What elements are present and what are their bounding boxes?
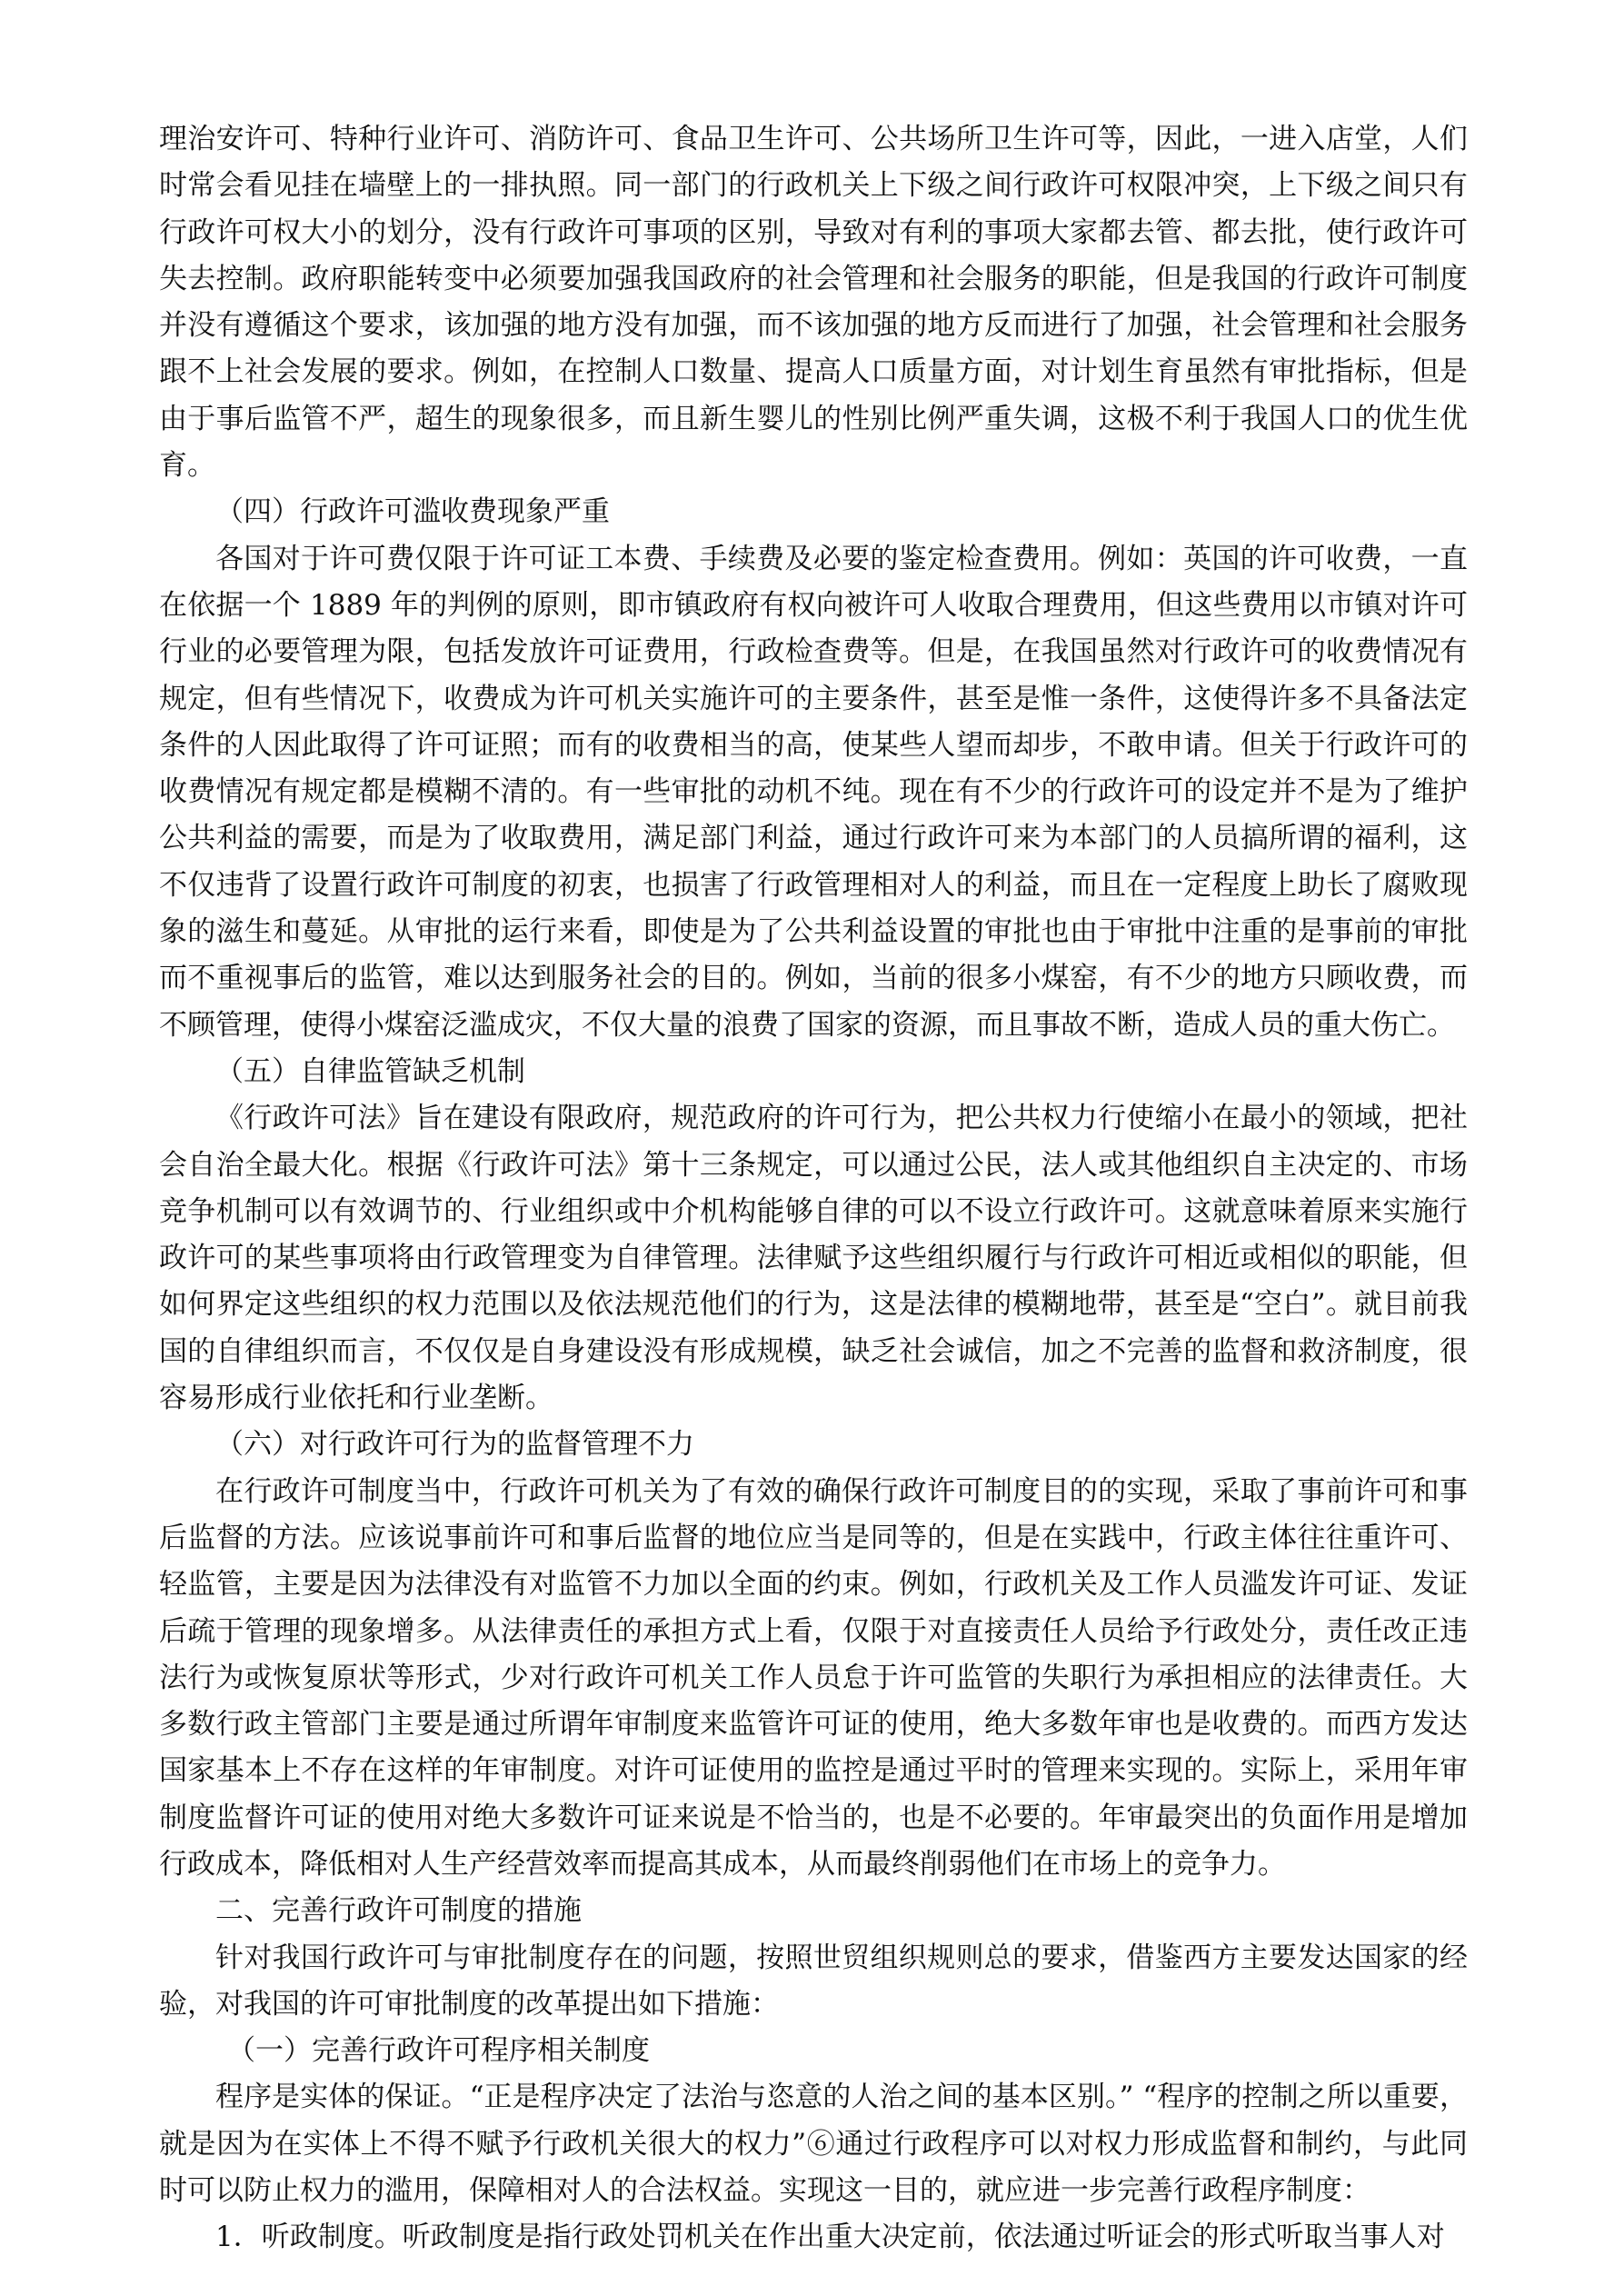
section-heading-5-self-regulation: （五）自律监管缺乏机制: [215, 1054, 525, 1088]
paragraph-supervision: 在行政许可制度当中，行政许可机关为了有效的确保行政许可制度目的的实现，采取了事前许可和事后监督的方法。应该说事前许可和事后监督的地位应当是同等的，但是在实践中，行政主体往往重许可、轻监管，主要是因为法律没有对监管不力加以全面的约束。例如，行政机关及工作人员滥发许可证、发证后疏于管理的现象增多。从法律责任的承担方式上看，仅限于对直接责任人员给予行政处分，责任改正违法行为或恢复原状等形式，少对行政许可机关工作人员怠于许可监管的失职行为承担相应的法律责任。大多数行政主管部门主要是通过所谓年审制度来监管许可证的使用，绝大多数年审也是收费的。而西方发达国家基本上不存在这样的年审制度。对许可证使用的监控是通过平时的管理来实现的。实际上，采用年审制度监督许可证的使用对绝大多数许可证来说是不恰当的，也是不必要的。年审最突出的负面作用是增加行政成本，降低相对人生产经营效率而提高其成本，从而最终削弱他们在市场上的竞争力。: [159, 1474, 1468, 1881]
section-heading-6-supervision: （六）对行政许可行为的监督管理不力: [215, 1428, 694, 1462]
section-heading-4-fee-abuse: （四）行政许可滥收费现象严重: [215, 495, 610, 529]
paragraph-permit-conflicts: 理治安许可、特种行业许可、消防许可、食品卫生许可、公共场所卫生许可等，因此，一进入店堂，人们时常会看见挂在墙壁上的一排执照。同一部门的行政机关上下级之间行政许可权限冲突，上下级之间只有行政许可权大小的划分，没有行政许可事项的区别，导致对有利的事项大家都去管、都去批，使行政许可失去控制。政府职能转变中必须要加强我国政府的社会管理和社会服务的职能，但是我国的行政许可制度并没有遵循这个要求，该加强的地方没有加强，而不该加强的地方反而进行了加强，社会管理和社会服务跟不上社会发展的要求。例如，在控制人口数量、提高人口质量方面，对计划生育虽然有审批指标，但是由于事后监管不严，超生的现象很多，而且新生婴儿的性别比例严重失调，这极不利于我国人口的优生优育。: [159, 123, 1468, 483]
paragraph-fee-abuse: 各国对于许可费仅限于许可证工本费、手续费及必要的鉴定检查费用。例如：英国的许可收费，一直在依据一个 1889 年的判例的原则，即市镇政府有权向被许可人收取合理费用，但这些费用以市镇对许可行业的必要管理为限，包括发放许可证费用，行政检查费等。但是，在我国虽然对行政许可的收费情况有规定，但有些情况下，收费成为许可机关实施许可的主要条件，甚至是惟一条件，这使得许多不具备法定条件的人因此取得了许可证照；而有的收费相当的高，使某些人望而却步，不敢申请。但关于行政许可的收费情况有规定都是模糊不清的。有一些审批的动机不纯。现在有不少的行政许可的设定并不是为了维护公共利益的需要，而是为了收取费用，满足部门利益，通过行政许可来为本部门的人员搞所谓的福利，这不仅违背了设置行政许可制度的初衷，也损害了行政管理相对人的利益，而且在一定程度上助长了腐败现象的滋生和蔓延。从审批的运行来看，即使是为了公共利益设置的审批也由于审批中注重的是事前的审批而不重视事后的监管，难以达到服务社会的目的。例如，当前的很多小煤窑，有不少的地方只顾收费，而不顾管理，使得小煤窑泛滥成灾，不仅大量的浪费了国家的资源，而且事故不断，造成人员的重大伤亡。: [159, 542, 1468, 1042]
paragraph-measures-intro: 针对我国行政许可与审批制度存在的问题，按照世贸组织规则总的要求，借鉴西方主要发达国家的经验，对我国的许可审批制度的改革提出如下措施：: [159, 1941, 1468, 2021]
paragraph-hearing-system: 1．听政制度。听政制度是指行政处罚机关在作出重大决定前，依法通过听证会的形式听取当事人对: [215, 2221, 1445, 2254]
paragraph-self-regulation: 《行政许可法》旨在建设有限政府，规范政府的许可行为，把公共权力行使缩小在最小的领域，把社会自治全最大化。根据《行政许可法》第十三条规定，可以通过公民，法人或其他组织自主决定的、市场竞争机制可以有效调节的、行业组织或中介机构能够自律的可以不设立行政许可。这就意味着原来实施行政许可的某些事项将由行政管理变为自律管理。法律赋予这些组织履行与行政许可相近或相似的职能，但如何界定这些组织的权力范围以及依法规范他们的行为，这是法律的模糊地带，甚至是“空白”。就目前我国的自律组织而言，不仅仅是自身建设没有形成规模，缺乏社会诚信，加之不完善的监督和救济制度，很容易形成行业依托和行业垄断。: [159, 1102, 1468, 1415]
section-heading-2-measures: 二、完善行政许可制度的措施: [215, 1894, 582, 1928]
paragraph-procedure: 程序是实体的保证。“正是程序决定了法治与恣意的人治之间的基本区别。” “程序的控制之所以重要，就是因为在实体上不得不赋予行政机关很大的权力”⑥通过行政程序可以对权力形成监督和制约，与此同时可以防止权力的滥用，保障相对人的合法权益。实现这一目的，就应进一步完善行政程序制度：: [159, 2081, 1468, 2208]
subsection-heading-1-procedure: （一）完善行政许可程序相关制度: [227, 2034, 650, 2068]
document-page: [159, 116, 1468, 2261]
